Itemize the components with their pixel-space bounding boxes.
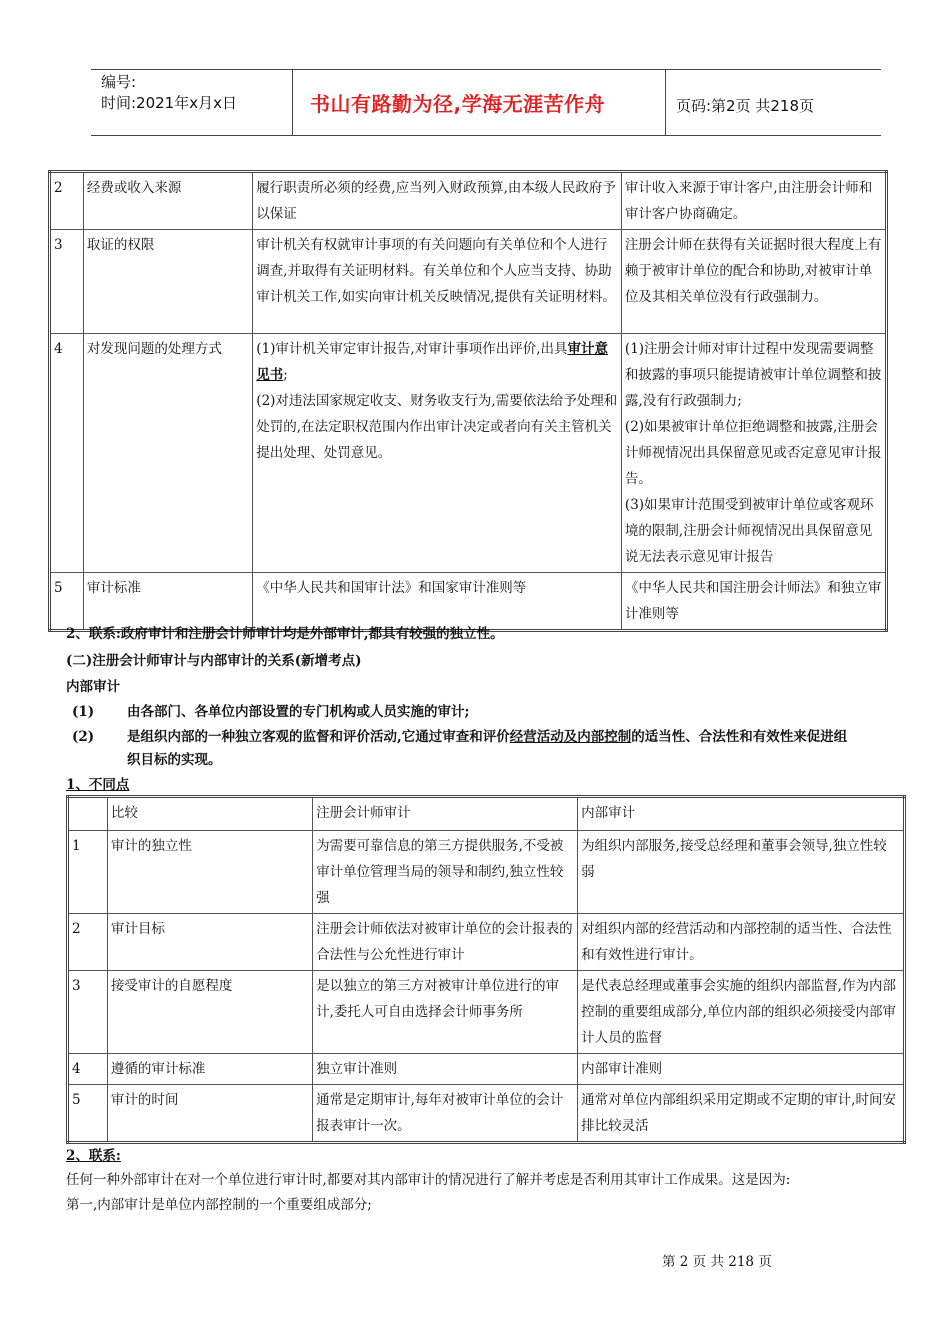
- table-row: [50, 172, 887, 230]
- table-row: [50, 230, 887, 334]
- row-number: 3: [68, 971, 108, 1054]
- cpa-audit-cell: [621, 334, 886, 573]
- comparison-item: 取证的权限: [83, 230, 252, 334]
- internal-audit-cell: 为组织内部服务,接受总经理和董事会领导,独立性较弱: [578, 831, 905, 914]
- header-cell: 注册会计师审计: [313, 797, 578, 831]
- internal-audit-cell: 是代表总经理或董事会实施的组织内部监督,作为内部控制的重要组成部分,单位内部的组织必须接受内部审计人员的监督: [578, 971, 905, 1054]
- audit-opinion-term: 审计意见书: [256, 341, 609, 383]
- list-item: 是组织内部的一种独立客观的监督和评价活动,它通过审查和评价经营活动及内部控制的适当性、合法性和有效性来促进组: [127, 729, 848, 745]
- cpa-audit-point-1: (1)注册会计师对审计过程中发现需要调整和披露的事项只能提请被审计单位调整和披露,没有行政强制力;: [624, 341, 882, 409]
- table-row: [50, 334, 887, 573]
- list-item-continued: 织目标的实现。: [127, 752, 222, 768]
- table-row: [68, 971, 905, 1054]
- row-number: 5: [68, 1085, 108, 1143]
- relation-heading-2: 2、联系:: [66, 1148, 121, 1164]
- row-number: 4: [50, 334, 84, 573]
- gov-audit-point-2: (2)对违法国家规定收支、财务收支行为,需要依法给予处理和处罚的,在法定职权范围内作出审计决定或者向有关主管机关提出处理、处罚意见。: [256, 393, 618, 461]
- header-divider: [292, 69, 293, 135]
- cpa-audit-cell: 通常是定期审计,每年对被审计单位的会计报表审计一次。: [313, 1085, 578, 1143]
- row-number: 1: [68, 831, 108, 914]
- row-number: 5: [50, 573, 84, 631]
- cpa-audit-cell: 《中华人民共和国注册会计师法》和独立审计准则等: [621, 573, 886, 631]
- cpa-audit-point-3: (3)如果审计范围受到被审计单位或客观环境的限制,注册会计师视情况出具保留意见说无法表示意见审计报告: [624, 497, 874, 565]
- cpa-audit-cell: 独立审计准则: [313, 1054, 578, 1085]
- relation-paragraph-1: 2、联系:政府审计和注册会计师审计均是外部审计,都具有较强的独立性。: [66, 626, 504, 642]
- cpa-audit-cell: 为需要可靠信息的第三方提供服务,不受被审计单位管理当局的领导和制约,独立性较强: [313, 831, 578, 914]
- subsection-heading: 内部审计: [66, 679, 120, 695]
- table-row: [68, 914, 905, 971]
- list-item-number: (2): [72, 729, 95, 745]
- body-paragraph: 任何一种外部审计在对一个单位进行审计时,都要对其内部审计的情况进行了解并考虑是否利用其审计工作成果。这是因为:: [66, 1172, 791, 1188]
- comparison-item: 审计标准: [83, 573, 252, 631]
- document-number-label: 编号:: [101, 73, 137, 91]
- comparison-item: 对发现问题的处理方式: [83, 334, 252, 573]
- header-divider: [665, 69, 666, 135]
- table-row: [50, 573, 887, 631]
- page-number-label: 页码:第2页 共218页: [676, 97, 814, 115]
- section-heading: (二)注册会计师审计与内部审计的关系(新增考点): [66, 653, 362, 669]
- list-item-number: (1): [72, 704, 95, 720]
- internal-audit-cell: 通常对单位内部组织采用定期或不定期的审计,时间安排比较灵活: [578, 1085, 905, 1143]
- differences-heading: 1、不同点: [66, 777, 130, 793]
- gov-audit-cell: 履行职责所必须的经费,应当列入财政预算,由本级人民政府予以保证: [253, 172, 622, 230]
- comparison-item: 审计的时间: [107, 1085, 312, 1143]
- gov-audit-cell: 《中华人民共和国审计法》和国家审计准则等: [253, 573, 622, 631]
- cpa-audit-cell: 注册会计师依法对被审计单位的会计报表的合法性与公允性进行审计: [313, 914, 578, 971]
- list-item: 由各部门、各单位内部设置的专门机构或人员实施的审计;: [127, 704, 470, 720]
- gov-audit-cell: 审计机关有权就审计事项的有关问题向有关单位和个人进行调查,并取得有关证明材料。有关单位和个人应当支持、协助审计机关工作,如实向审计机关反映情况,提供有关证明材料。: [253, 230, 622, 334]
- header-bottom-rule: [91, 135, 881, 136]
- page-footer: 第 2 页 共 218 页: [662, 1254, 772, 1270]
- table-row: [68, 831, 905, 914]
- body-paragraph: 第一,内部审计是单位内部控制的一个重要组成部分;: [66, 1197, 372, 1213]
- header-cell: 内部审计: [578, 797, 905, 831]
- cpa-audit-cell: 注册会计师在获得有关证据时很大程度上有赖于被审计单位的配合和协助,对被审计单位及其相关单位没有行政强制力。: [621, 230, 886, 334]
- header-top-rule: [91, 69, 881, 70]
- row-number: 3: [50, 230, 84, 334]
- cpa-audit-cell: 是以独立的第三方对被审计单位进行的审计,委托人可自由选择会计师事务所: [313, 971, 578, 1054]
- table-row: [68, 1085, 905, 1143]
- table-header-row: [68, 797, 905, 831]
- internal-audit-cell: 内部审计准则: [578, 1054, 905, 1085]
- cpa-audit-point-2: (2)如果被审计单位拒绝调整和披露,注册会计师视情况出具保留意见或否定意见审计报告。: [624, 419, 882, 487]
- table-row: [68, 1054, 905, 1085]
- gov-audit-point-1: (1)审计机关审定审计报告,对审计事项作出评价,出具审计意见书;: [256, 341, 609, 383]
- comparison-item: 审计的独立性: [107, 831, 312, 914]
- row-number: 2: [50, 172, 84, 230]
- header-motto: 书山有路勤为径,学海无涯苦作舟: [310, 92, 606, 116]
- comparison-item: 遵循的审计标准: [107, 1054, 312, 1085]
- comparison-item: 审计目标: [107, 914, 312, 971]
- cpa-vs-internal-audit-table: [66, 795, 906, 1144]
- gov-vs-cpa-audit-table: [48, 170, 888, 632]
- document-time-label: 时间:2021年x月x日: [101, 94, 237, 112]
- key-term: 经营活动及内部控制: [509, 729, 632, 745]
- comparison-item: 接受审计的自愿程度: [107, 971, 312, 1054]
- header-cell: 比较: [107, 797, 312, 831]
- row-number: 4: [68, 1054, 108, 1085]
- cpa-audit-cell: 审计收入来源于审计客户,由注册会计师和审计客户协商确定。: [621, 172, 886, 230]
- gov-audit-cell: [253, 334, 622, 573]
- internal-audit-cell: 对组织内部的经营活动和内部控制的适当性、合法性和有效性进行审计。: [578, 914, 905, 971]
- header-cell: [68, 797, 108, 831]
- comparison-item: 经费或收入来源: [83, 172, 252, 230]
- row-number: 2: [68, 914, 108, 971]
